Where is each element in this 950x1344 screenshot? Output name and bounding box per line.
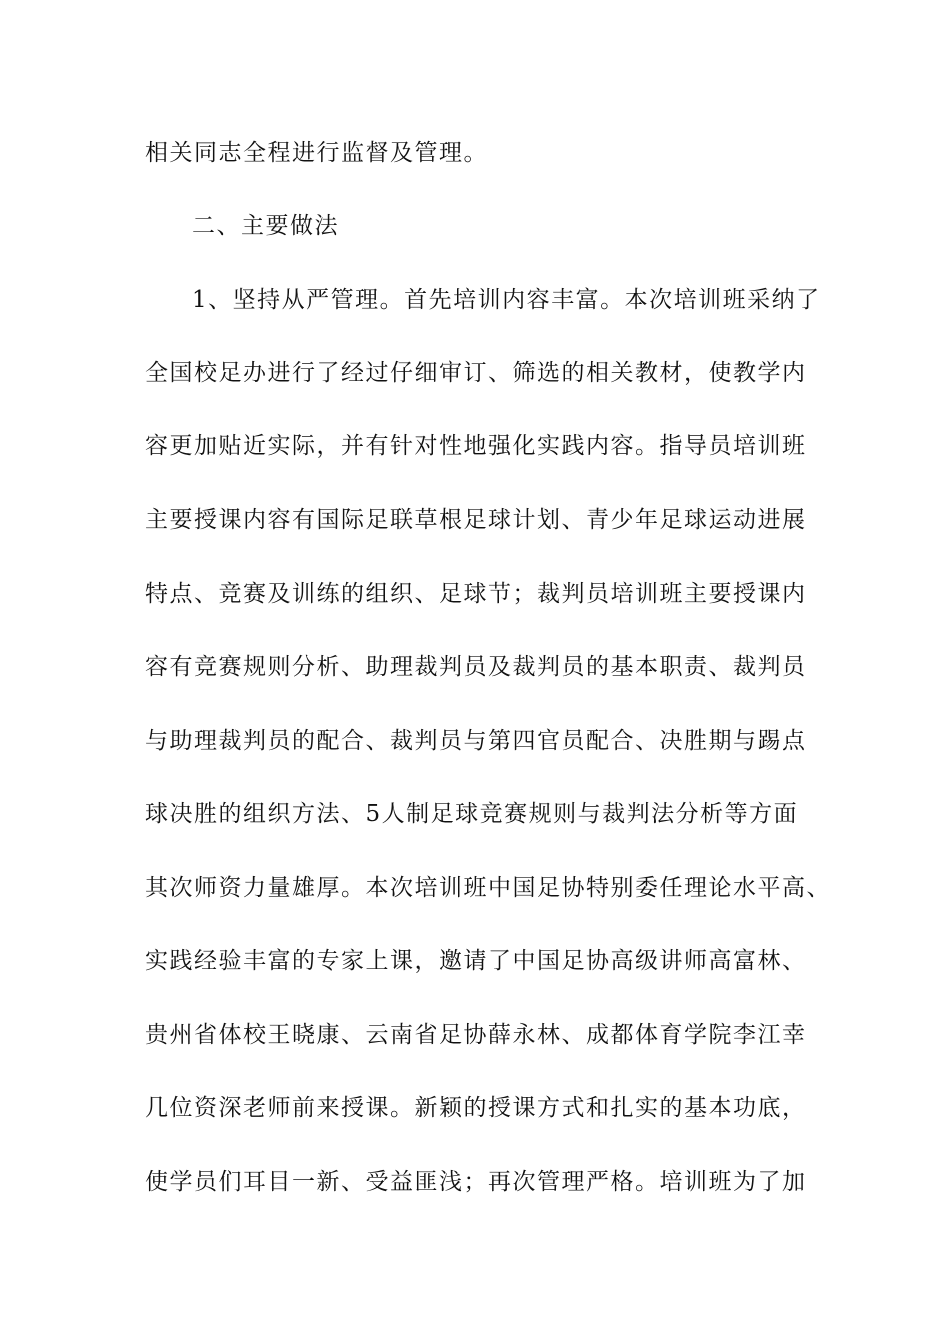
paragraph-first-line: 1、坚持从严管理。首先培训内容丰富。本次培训班采纳了	[192, 287, 821, 313]
text-line: 其次师资力量雄厚。本次培训班中国足协特别委任理论水平高、	[145, 875, 831, 901]
section-heading: 二、主要做法	[192, 213, 339, 239]
text-line: 球决胜的组织方法、5人制足球竞赛规则与裁判法分析等方面	[145, 801, 799, 827]
text-line: 相关同志全程进行监督及管理。	[145, 140, 488, 166]
text-line: 几位资深老师前来授课。新颖的授课方式和扎实的基本功底，	[145, 1095, 807, 1121]
text-line: 与助理裁判员的配合、裁判员与第四官员配合、决胜期与踢点	[145, 728, 807, 754]
text-line: 容更加贴近实际，并有针对性地强化实践内容。指导员培训班	[145, 433, 807, 459]
text-line: 贵州省体校王晓康、云南省足协薛永林、成都体育学院李江幸	[145, 1022, 807, 1048]
text-line: 实践经验丰富的专家上课，邀请了中国足协高级讲师高富林、	[145, 948, 807, 974]
text-line: 特点、竞赛及训练的组织、足球节；裁判员培训班主要授课内	[145, 581, 807, 607]
text-line: 主要授课内容有国际足联草根足球计划、青少年足球运动进展	[145, 507, 807, 533]
text-line: 全国校足办进行了经过仔细审订、筛选的相关教材，使教学内	[145, 360, 807, 386]
text-line: 使学员们耳目一新、受益匪浅；再次管理严格。培训班为了加	[145, 1169, 807, 1195]
text-line: 容有竞赛规则分析、助理裁判员及裁判员的基本职责、裁判员	[145, 654, 807, 680]
